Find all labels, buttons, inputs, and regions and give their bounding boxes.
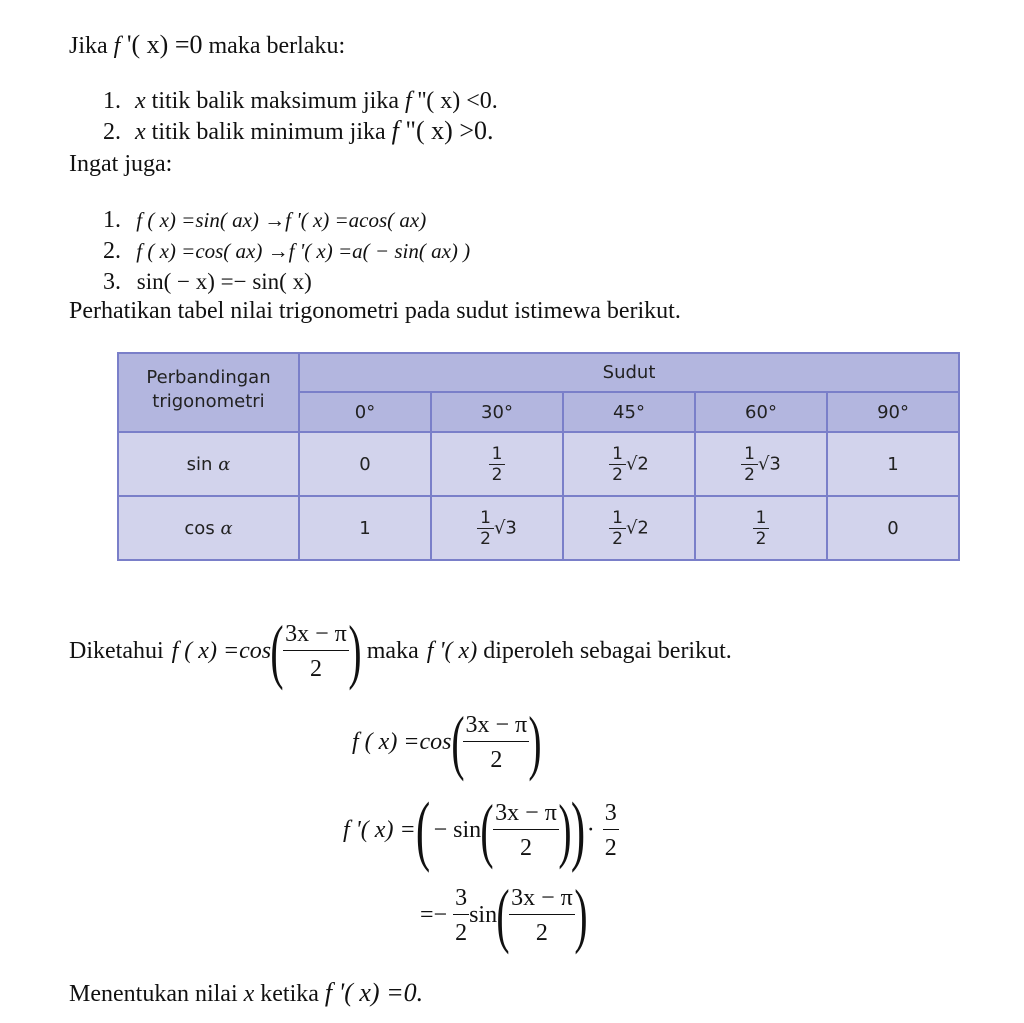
cell-cos-90: 0 — [827, 496, 959, 560]
intro-condition: '( x) =0 — [120, 30, 203, 59]
rule-number: 1. — [103, 88, 121, 114]
arg-denominator: 2 — [535, 919, 548, 946]
cell-cos-30 — [431, 496, 563, 560]
frac-num: 1 — [609, 444, 626, 465]
derivation-lhs: =− — [420, 902, 448, 928]
coef-numerator: 3 — [603, 799, 619, 830]
recall-item-2 — [103, 236, 470, 266]
given-numerator: 3x − π — [283, 620, 349, 651]
root-2: √2 — [625, 453, 649, 474]
root-2: √2 — [625, 517, 649, 538]
frac-den: 2 — [491, 464, 503, 485]
closing-condition: f '( x) =0. — [324, 978, 424, 1007]
table-intro: Perhatikan tabel nilai trigonometri pada sudut istimewa berikut. — [69, 298, 681, 324]
intro-prefix: Jika — [69, 33, 108, 59]
intro-line — [69, 30, 345, 61]
frac-num: 1 — [753, 508, 770, 529]
given-fraction — [283, 620, 349, 683]
recall-formula: f ( x) =sin( ax) →f '( x) =acos( ax) — [136, 208, 427, 232]
root-3: √3 — [493, 517, 517, 538]
given-derivative: f '( x) — [426, 638, 478, 664]
row-label-cos — [118, 496, 299, 560]
arg-denominator: 2 — [490, 746, 503, 773]
angle-header: 60° — [695, 392, 827, 432]
table-header-row — [118, 353, 959, 392]
frac-den: 2 — [744, 464, 755, 485]
rule-item-1 — [103, 86, 498, 116]
right-paren: ) — [348, 611, 362, 691]
left-paren: ( — [270, 611, 284, 691]
derivation-lhs: f '( x) = — [343, 817, 416, 843]
derivation-lhs: f ( x) =cos — [352, 729, 452, 755]
sin-text: sin — [469, 902, 498, 928]
closing-var: x — [243, 981, 255, 1007]
rule-var: x — [135, 88, 146, 114]
angle-header: 0° — [299, 392, 431, 432]
rule-f: f — [404, 88, 412, 114]
cell-cos-45 — [563, 496, 695, 560]
cell-sin-30 — [431, 432, 563, 496]
right-paren: ) — [570, 786, 585, 873]
arg-numerator: 3x − π — [463, 711, 529, 742]
coef-numerator: 3 — [453, 884, 469, 915]
frac-num: 1 — [489, 444, 506, 465]
frac-num: 1 — [609, 508, 626, 529]
sin-label: sin — [186, 453, 213, 475]
recall-formula: f ( x) =cos( ax) →f '( x) =a( − sin( ax) ) — [136, 239, 471, 263]
right-paren: ) — [528, 702, 542, 782]
intro-f: f — [113, 33, 121, 59]
right-paren: ) — [558, 790, 572, 870]
cell-sin-60 — [695, 432, 827, 496]
group-header: Sudut — [299, 353, 959, 392]
recall-title: Ingat juga: — [69, 151, 173, 177]
derivation-line-3 — [420, 876, 587, 954]
rule-condition: ''( x) <0. — [411, 88, 498, 114]
given-mid: maka — [366, 638, 419, 664]
angle-header: 45° — [563, 392, 695, 432]
recall-item-3 — [103, 267, 312, 297]
cell-sin-90: 1 — [827, 432, 959, 496]
recall-formula: sin( − x) =− sin( x) — [136, 269, 312, 294]
arg-denominator: 2 — [519, 834, 532, 861]
angle-header: 30° — [431, 392, 563, 432]
derivation-line-2 — [343, 786, 619, 873]
arg-fraction — [463, 711, 529, 774]
neg-sin: − sin — [433, 817, 482, 843]
alpha-symbol: α — [218, 453, 231, 475]
cell-cos-0: 1 — [299, 496, 431, 560]
rule-f: f — [391, 116, 399, 145]
multiply-dot: · — [586, 817, 595, 843]
coef-denominator: 2 — [455, 919, 468, 946]
intro-suffix: maka berlaku: — [208, 33, 346, 59]
closing-line — [69, 978, 423, 1009]
given-denominator: 2 — [309, 655, 322, 682]
given-suffix: diperoleh sebagai berikut. — [483, 638, 732, 664]
recall-number: 2. — [103, 238, 121, 264]
arg-numerator: 3x − π — [493, 799, 559, 830]
rule-condition: "( x) >0. — [398, 116, 494, 145]
left-paren: ( — [450, 702, 465, 782]
given-prefix: Diketahui — [69, 638, 164, 664]
derivation-line-1 — [352, 704, 541, 780]
left-paren: ( — [480, 790, 494, 870]
root-3: √3 — [757, 453, 781, 474]
right-paren: ) — [574, 875, 588, 955]
given-line — [69, 612, 732, 690]
recall-number: 1. — [103, 207, 121, 233]
frac-num: 1 — [741, 444, 758, 465]
rule-var: x — [135, 119, 146, 145]
frac-den: 2 — [612, 464, 623, 485]
rule-text: titik balik minimum jika — [151, 119, 386, 145]
cell-cos-60 — [695, 496, 827, 560]
left-paren: ( — [415, 786, 430, 873]
closing-mid: ketika — [260, 981, 319, 1007]
closing-prefix: Menentukan nilai — [69, 981, 238, 1007]
rule-number: 2. — [103, 119, 121, 145]
cell-sin-0: 0 — [299, 432, 431, 496]
rule-item-2 — [103, 116, 493, 147]
arg-fraction — [493, 799, 559, 862]
alpha-symbol: α — [220, 517, 233, 539]
frac-den: 2 — [755, 528, 767, 549]
arg-numerator: 3x − π — [509, 884, 575, 915]
coef-denominator: 2 — [604, 834, 617, 861]
recall-item-1 — [103, 205, 426, 235]
angle-header: 90° — [827, 392, 959, 432]
frac-den: 2 — [612, 528, 623, 549]
coef-fraction — [603, 799, 619, 862]
frac-den: 2 — [480, 528, 491, 549]
row-label-sin — [118, 432, 299, 496]
corner-label-line2: trigonometri — [152, 391, 265, 412]
corner-label-line1: Perbandingan — [146, 367, 271, 388]
table-row-sin — [118, 432, 959, 496]
left-paren: ( — [496, 875, 510, 955]
cell-sin-45 — [563, 432, 695, 496]
cos-label: cos — [184, 517, 215, 539]
arg-fraction — [509, 884, 575, 947]
trig-values-table — [117, 352, 960, 561]
table-row-cos — [118, 496, 959, 560]
frac-num: 1 — [477, 508, 494, 529]
rule-text: titik balik maksimum jika — [151, 88, 399, 114]
corner-header — [118, 353, 299, 432]
recall-number: 3. — [103, 269, 121, 295]
coef-fraction — [453, 884, 469, 947]
given-function: f ( x) =cos — [171, 638, 272, 664]
